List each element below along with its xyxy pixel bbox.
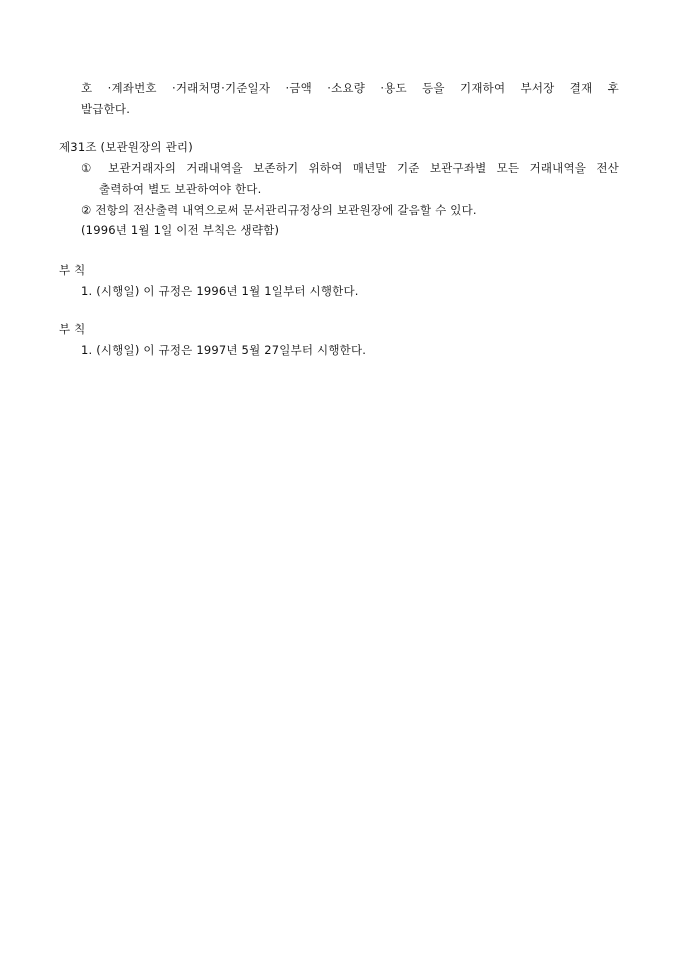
continuation-line-2: 발급한다.	[81, 102, 131, 116]
article-31-heading: 제31조 (보관원장의 관리)	[59, 140, 193, 154]
article-31-item-1-line-2: 출력하여 별도 보관하여야 한다.	[99, 182, 262, 196]
addendum-2-item: 1. (시행일) 이 규정은 1997년 5월 27일부터 시행한다.	[81, 343, 367, 357]
article-31-item-2: ② 전항의 전산출력 내역으로써 문서관리규정상의 보관원장에 갈음할 수 있다.	[81, 203, 477, 217]
addendum-1-item: 1. (시행일) 이 규정은 1996년 1월 1일부터 시행한다.	[81, 284, 359, 298]
article-31-note: (1996년 1월 1일 이전 부칙은 생략함)	[81, 223, 280, 237]
article-31-item-1-line-1: ① 보관거래자의 거래내역을 보존하기 위하여 매년말 기준 보관구좌별 모든 거래내역을 전산	[81, 161, 619, 175]
continuation-line-1: 호 ·계좌번호 ·거래처명·기준일자 ·금액 ·소요량 ·용도 등을 기재하여 부서장 결재 후	[81, 81, 619, 95]
addendum-1-heading: 부 칙	[59, 263, 86, 277]
addendum-2-heading: 부 칙	[59, 322, 86, 336]
